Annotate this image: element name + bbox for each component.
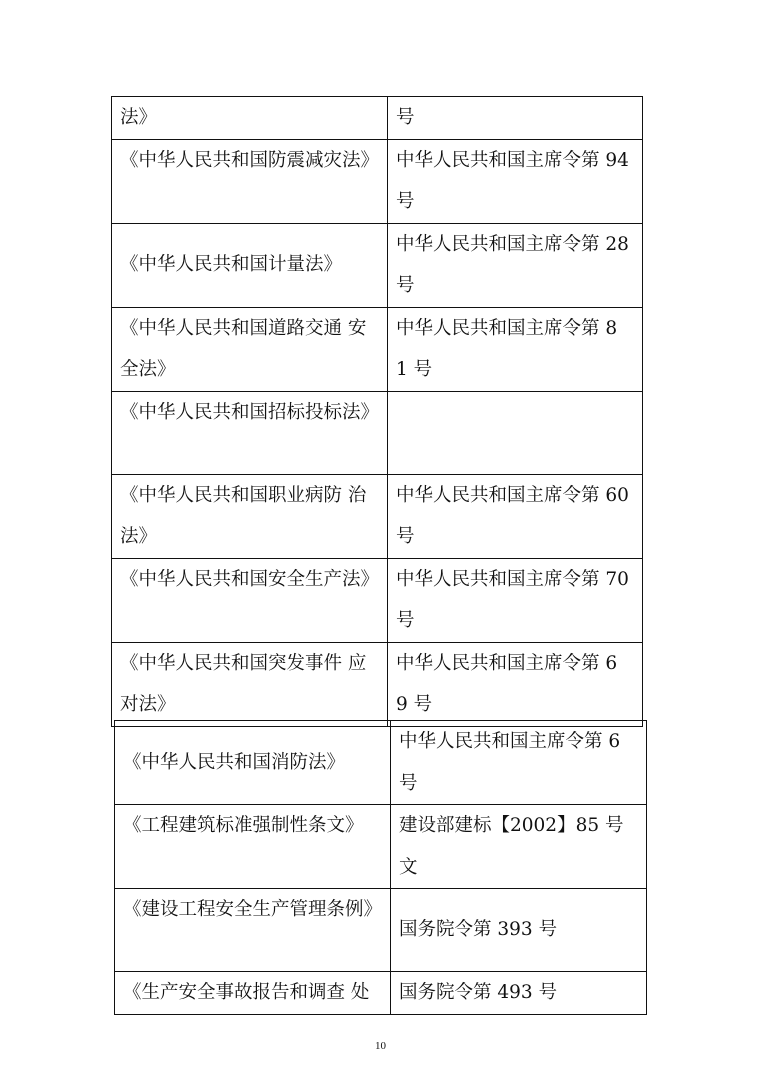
table-row bbox=[115, 805, 647, 889]
law-name-cell: 《中华人民共和国招标投标法》 bbox=[112, 391, 388, 474]
order-number-cell: 中华人民共和国主席令第 8 1 号 bbox=[388, 307, 643, 391]
table-row bbox=[112, 474, 643, 558]
table-row bbox=[112, 307, 643, 391]
order-number-cell: 号 bbox=[388, 97, 643, 140]
order-number-cell: 中华人民共和国主席令第 94 号 bbox=[388, 139, 643, 223]
law-name-cell: 《中华人民共和国安全生产法》 bbox=[112, 558, 388, 642]
order-number-cell: 建设部建标【2002】85 号文 bbox=[391, 805, 647, 889]
order-number-cell: 国务院令第 393 号 bbox=[391, 889, 647, 972]
laws-table-top bbox=[111, 96, 643, 727]
law-name-cell: 《生产安全事故报告和调查 处 bbox=[115, 972, 391, 1015]
order-number-cell: 中华人民共和国主席令第 70 号 bbox=[388, 558, 643, 642]
order-number-cell: 中华人民共和国主席令第 60 号 bbox=[388, 474, 643, 558]
table-row bbox=[112, 223, 643, 307]
law-name-cell: 《中华人民共和国职业病防 治法》 bbox=[112, 474, 388, 558]
law-name-cell: 《建设工程安全生产管理条例》 bbox=[115, 889, 391, 972]
table-row bbox=[112, 97, 643, 140]
table-row bbox=[115, 972, 647, 1015]
law-name-cell: 《工程建筑标准强制性条文》 bbox=[115, 805, 391, 889]
table-row bbox=[112, 391, 643, 474]
order-number-cell: 中华人民共和国主席令第 6 号 bbox=[391, 721, 647, 805]
table-row bbox=[112, 558, 643, 642]
law-name-cell: 法》 bbox=[112, 97, 388, 140]
order-number-cell: 中华人民共和国主席令第 28 号 bbox=[388, 223, 643, 307]
table-row bbox=[115, 721, 647, 805]
law-name-cell: 《中华人民共和国计量法》 bbox=[112, 223, 388, 307]
table-row bbox=[115, 889, 647, 972]
order-number-cell: 国务院令第 493 号 bbox=[391, 972, 647, 1015]
law-name-cell: 《中华人民共和国消防法》 bbox=[115, 721, 391, 805]
laws-table-bottom bbox=[114, 720, 647, 1015]
order-number-cell: 中华人民共和国主席令第 6 9 号 bbox=[388, 642, 643, 726]
law-name-cell: 《中华人民共和国突发事件 应对法》 bbox=[112, 642, 388, 726]
law-name-cell: 《中华人民共和国道路交通 安全法》 bbox=[112, 307, 388, 391]
table-row bbox=[112, 642, 643, 726]
order-number-cell bbox=[388, 391, 643, 474]
table-row bbox=[112, 139, 643, 223]
page-number: 10 bbox=[375, 1040, 386, 1052]
law-name-cell: 《中华人民共和国防震减灾法》 bbox=[112, 139, 388, 223]
